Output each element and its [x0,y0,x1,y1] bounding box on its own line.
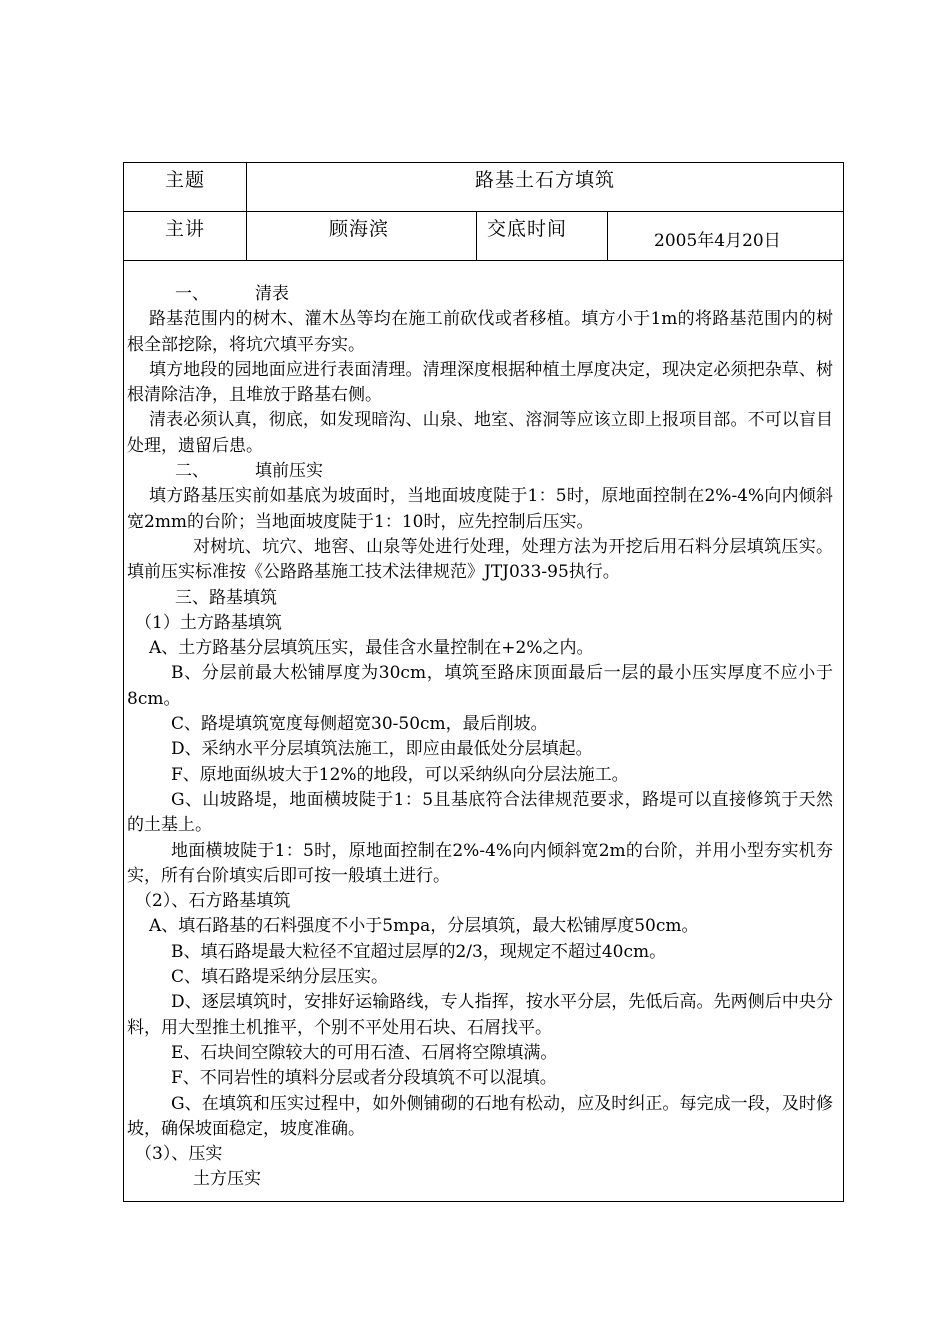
paragraph: 土方压实 [193,1169,261,1190]
subsection-heading: （2）、石方路基填筑 [135,891,291,912]
section-number: 一、 [175,284,209,304]
list-item: G、在填筑和压实过程中，如外侧铺砌的石地有松动，应及时纠正。每完成一段，及时修坡，确保坡面稳定，坡度准确。 [127,1093,833,1139]
section-title: 清表 [255,284,289,304]
section-title: 填前压实 [255,461,323,482]
list-item: F、不同岩性的填料分层或者分段填筑不可以混填。 [171,1068,557,1089]
list-item: A、土方路基分层填筑压实，最佳含水量控制在+2%之内。 [149,638,594,659]
paragraph: 填方地段的园地面应进行表面清理。清理深度根据种植土厚度决定，现决定必须把杂草、树根清除洁净，且堆放于路基右侧。 [127,359,833,406]
list-item: E、石块间空隙较大的可用石渣、石屑将空隙填满。 [171,1042,558,1063]
paragraph: 对树坑、坑穴、地窖、山泉等处进行处理，处理方法为开挖后用石料分层填筑压实。填前压实标准按《公路路基施工技术法律规范》JTJ033-95执行。 [127,536,833,583]
paragraph: 填方路基压实前如基底为坡面时，当地面坡度陡于1：5时，原地面控制在2%-4%向内倾斜宽2mm的台阶；当地面坡度陡于1：10时，应先控制后压实。 [127,486,833,532]
topic-value: 路基土石方填筑 [474,169,615,191]
list-item: B、分层前最大松铺厚度为30cm，填筑至路床顶面最后一层的最小压实厚度不应小于8cm。 [127,663,833,709]
time-value: 2005年4月20日 [654,231,781,251]
section-number: 二、 [175,461,209,482]
topic-label: 主题 [124,163,247,211]
subsection-heading: （1）土方路基填筑 [135,612,282,633]
list-item: A、填石路基的石料强度不小于5mpa，分层填筑，最大松铺厚度50cm。 [149,916,699,937]
disclosure-form [123,162,844,1202]
section-heading [127,459,833,484]
paragraph: 地面横坡陡于1：5时，原地面控制在2%-4%向内倾斜宽2m的台阶，并用小型夯实机夯实，所有台阶填实后即可按一般填土进行。 [127,840,833,886]
list-item: G、山坡路堤，地面横坡陡于1：5且基底符合法律规范要求，路堤可以直接修筑于天然的土基上。 [127,789,833,836]
section-heading [127,282,833,307]
list-item: D、采纳水平分层填筑法施工，即应由最低处分层填起。 [171,739,593,760]
speaker-value: 顾海滨 [247,212,477,260]
paragraph: 清表必须认真，彻底，如发现暗沟、山泉、地室、溶洞等应该立即上报项目部。不可以盲目处理，遗留后患。 [127,410,833,456]
content-body [124,282,843,1193]
subsection-heading: （3）、压实 [135,1144,223,1165]
topic-row [124,163,843,212]
list-item: C、填石路堤采纳分层压实。 [171,967,389,988]
time-label: 交底时间 [477,212,608,260]
list-item: C、路堤填筑宽度每侧超宽30-50cm，最后削坡。 [171,714,548,735]
paragraph: 路基范围内的树木、灌木丛等均在施工前砍伐或者移植。填方小于1m的将路基范围内的树根全部挖除，将坑穴填平夯实。 [127,309,833,355]
list-item: B、填石路堤最大粒径不宜超过层厚的2/3，现规定不超过40cm。 [171,941,667,962]
list-item: F、原地面纵坡大于12%的地段，可以采纳纵向分层法施工。 [171,764,629,785]
list-item: D、逐层填筑时，安排好运输路线，专人指挥，按水平分层，先低后高。先两侧后中央分料，用大型推土机推平，个别不平处用石块、石屑找平。 [127,992,833,1038]
speaker-label: 主讲 [124,212,247,260]
speaker-row [124,212,843,261]
section-heading: 三、路基填筑 [175,587,277,608]
